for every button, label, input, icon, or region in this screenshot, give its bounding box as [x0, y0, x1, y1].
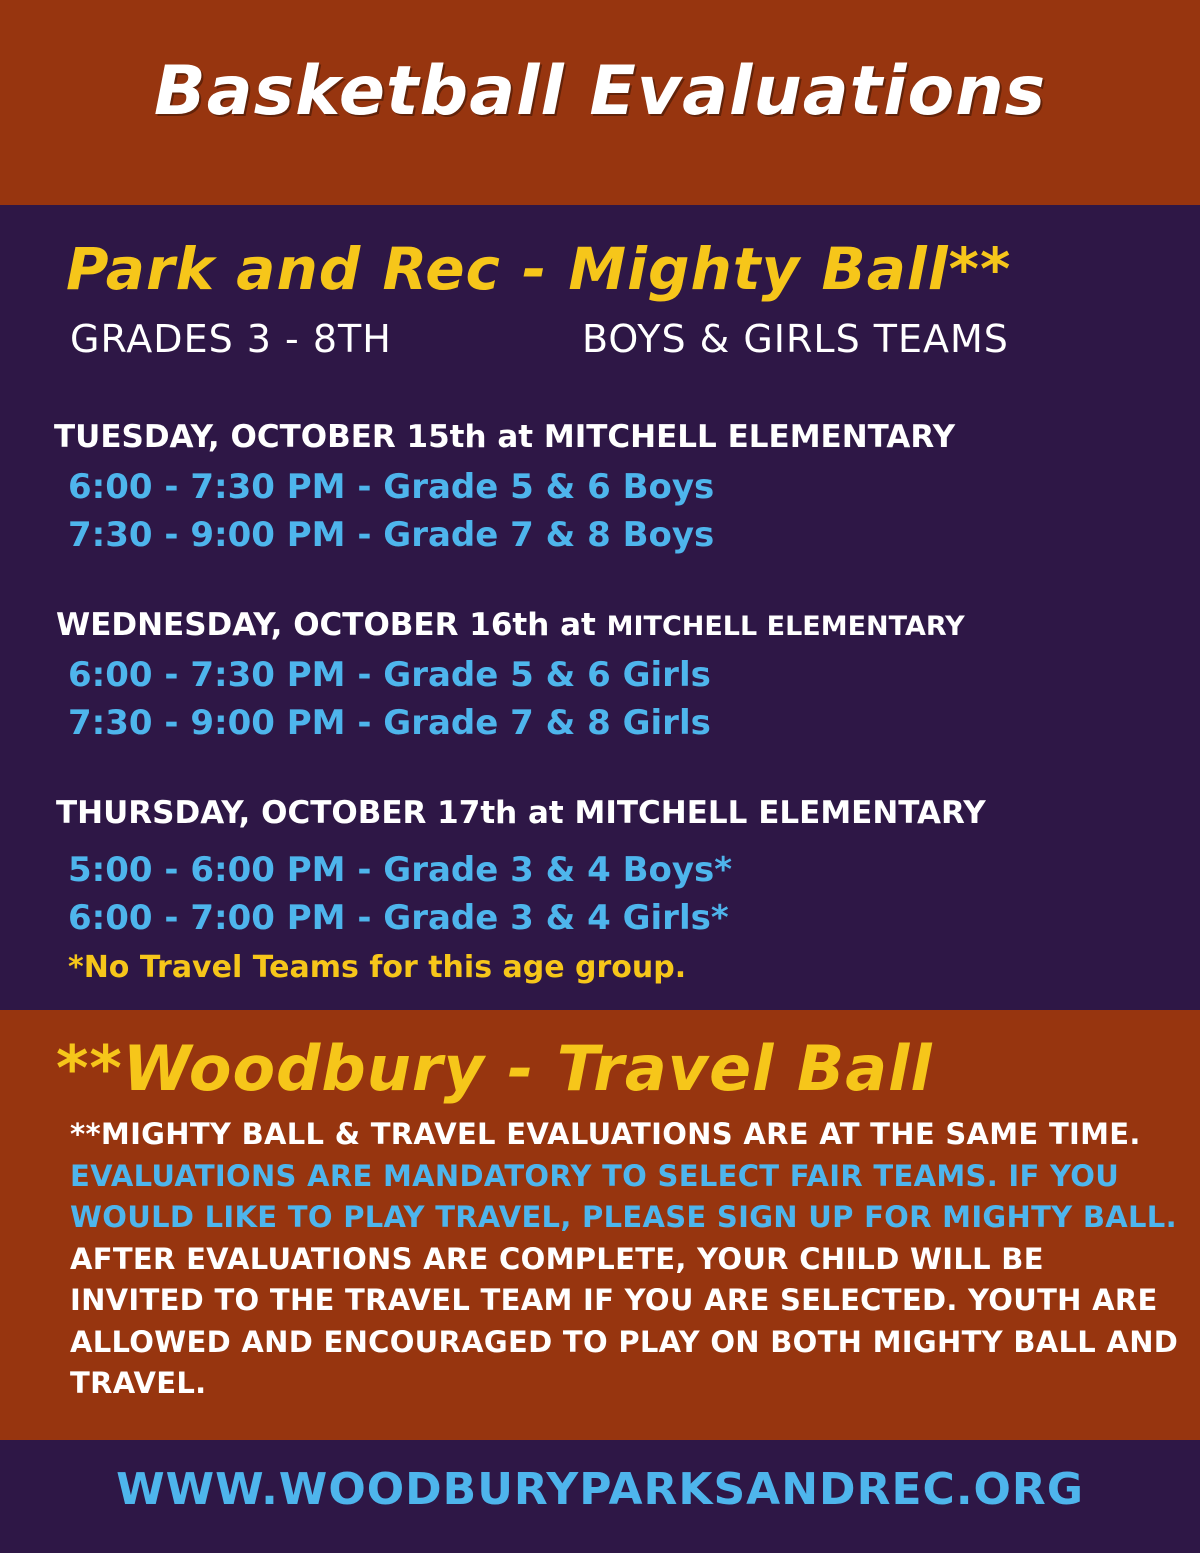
- travel-title: **Woodbury - Travel Ball: [56, 1032, 933, 1105]
- travel-info-highlight: EVALUATIONS ARE MANDATORY TO SELECT FAIR TEAMS. IF YOU WOULD LIKE TO PLAY TRAVEL, PLEASE SIGN UP FOR MIGHTY BALL.: [70, 1158, 1177, 1234]
- park-rec-section: [0, 205, 1200, 1010]
- page-title: Basketball Evaluations: [153, 52, 1047, 131]
- travel-section: [0, 1010, 1200, 1440]
- time-slot: 5:00 - 6:00 PM - Grade 3 & 4 Boys*: [68, 850, 733, 890]
- travel-info-paragraph: [70, 1114, 1180, 1405]
- park-rec-title: Park and Rec - Mighty Ball**: [66, 235, 1012, 303]
- day-heading-wednesday-date: WEDNESDAY, OCTOBER 16th at: [56, 607, 607, 643]
- grades-label: GRADES 3 - 8TH: [70, 317, 392, 361]
- header-band: [0, 0, 1200, 205]
- travel-info-part-1: **MIGHTY BALL & TRAVEL EVALUATIONS ARE AT THE SAME TIME.: [70, 1117, 1141, 1151]
- day-heading-wednesday: [56, 607, 965, 643]
- teams-label: BOYS & GIRLS TEAMS: [582, 317, 1009, 361]
- travel-info-part-3: AFTER EVALUATIONS ARE COMPLETE, YOUR CHILD WILL BE INVITED TO THE TRAVEL TEAM IF YOU ARE SELECTED. YOUTH ARE ALLOWED AND ENCOURAGED TO PLAY ON BOTH MIGHTY BALL AND TRAVEL.: [70, 1241, 1179, 1400]
- footer-band: [0, 1440, 1200, 1553]
- time-slot: 7:30 - 9:00 PM - Grade 7 & 8 Boys: [68, 515, 715, 555]
- day-heading-thursday: THURSDAY, OCTOBER 17th at MITCHELL ELEMENTARY: [56, 795, 986, 831]
- day-heading-wednesday-venue: MITCHELL ELEMENTARY: [606, 611, 965, 642]
- time-slot: 6:00 - 7:00 PM - Grade 3 & 4 Girls*: [68, 898, 729, 938]
- time-slot: 7:30 - 9:00 PM - Grade 7 & 8 Girls: [68, 703, 711, 743]
- day-heading-tuesday: TUESDAY, OCTOBER 15th at MITCHELL ELEMENTARY: [54, 419, 956, 455]
- age-group-note: *No Travel Teams for this age group.: [68, 950, 687, 985]
- time-slot: 6:00 - 7:30 PM - Grade 5 & 6 Boys: [68, 467, 715, 507]
- time-slot: 6:00 - 7:30 PM - Grade 5 & 6 Girls: [68, 655, 711, 695]
- website-link[interactable]: WWW.WOODBURYPARKSANDREC.ORG: [116, 1464, 1084, 1515]
